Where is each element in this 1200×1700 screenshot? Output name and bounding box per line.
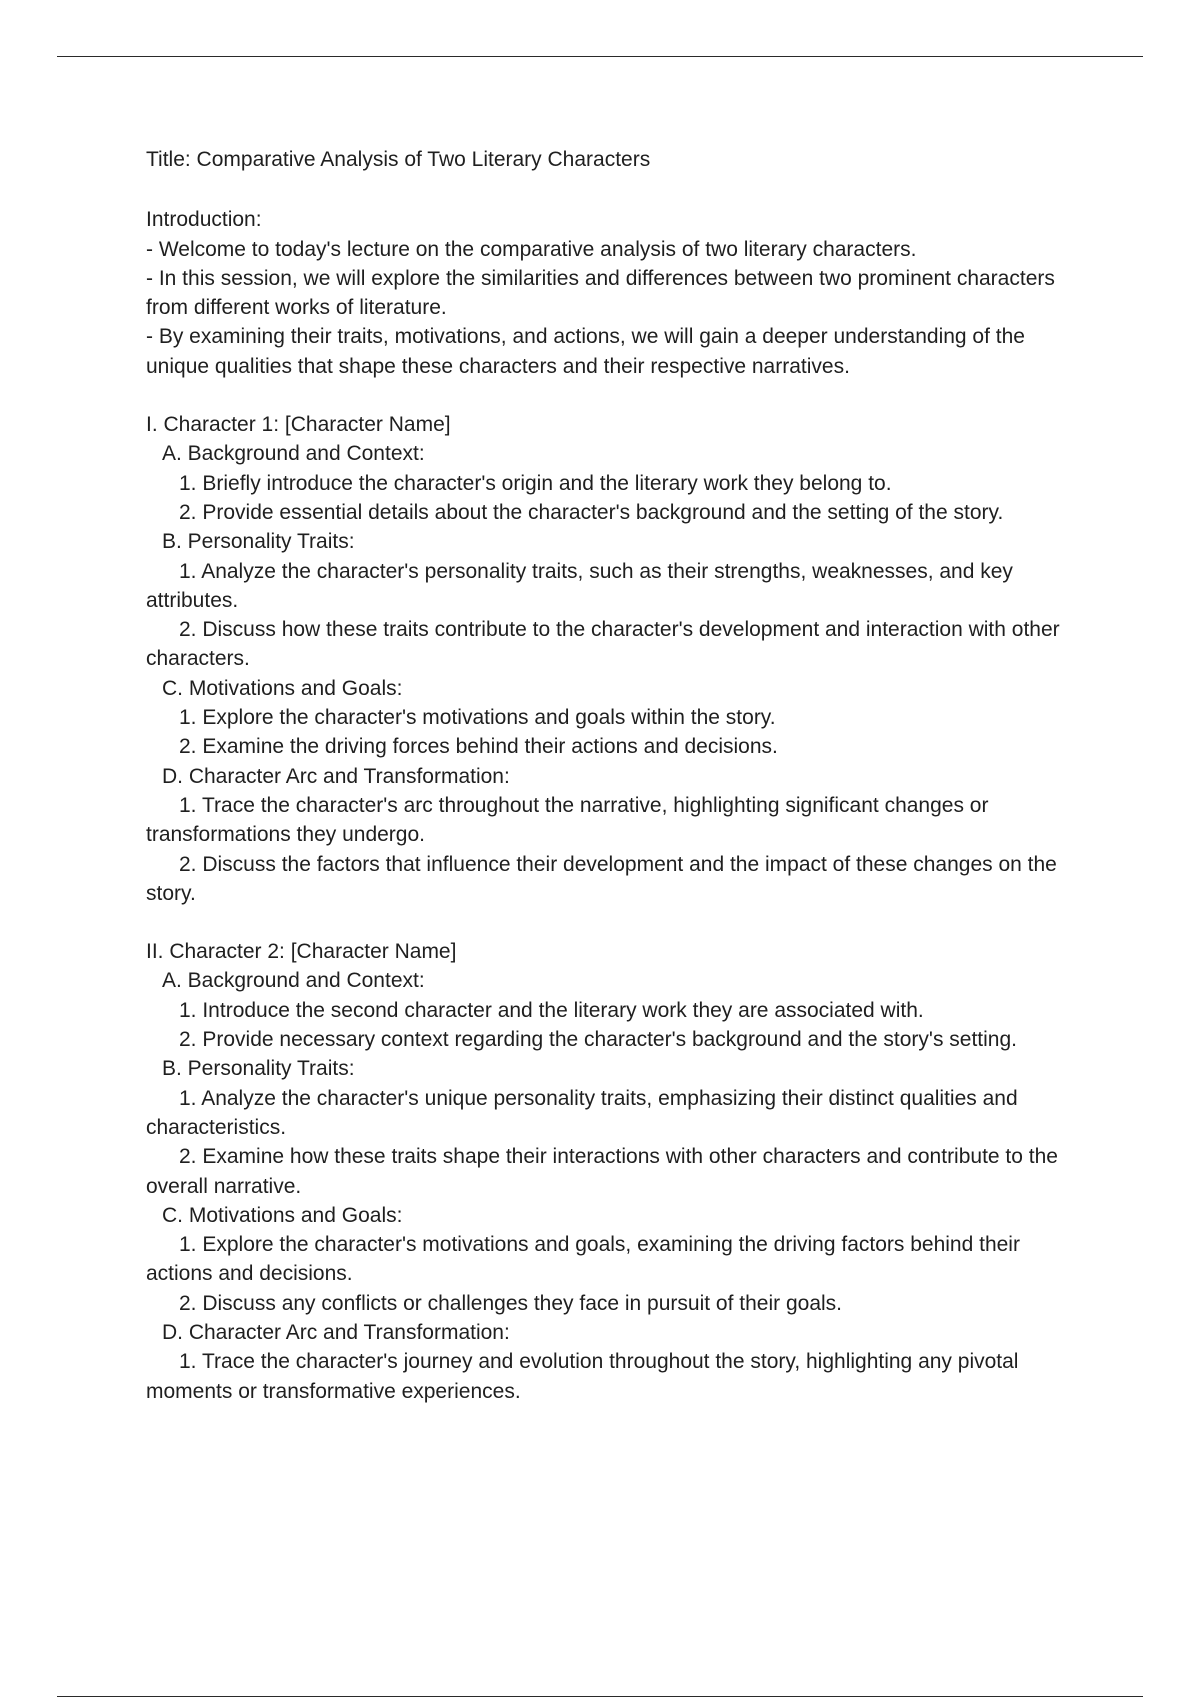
top-divider	[57, 56, 1143, 57]
spacer	[146, 908, 1086, 937]
list-item: 2. Discuss the factors that influence their development and the impact of these changes on the story.	[146, 852, 1063, 905]
list-item: 2. Examine how these traits shape their interactions with other characters and contribute to the overall narrative.	[146, 1145, 1064, 1198]
bottom-divider	[57, 1696, 1143, 1697]
list-item: 1. Introduce the second character and the literary work they are associated with.	[179, 998, 924, 1022]
subsection-heading: D. Character Arc and Transformation:	[162, 1320, 510, 1344]
list-item: 1. Explore the character's motivations and goals within the story.	[179, 706, 776, 730]
subsection-heading: B. Personality Traits:	[162, 1057, 355, 1081]
list-item: 1. Analyze the character's personality traits, such as their strengths, weaknesses, and key attributes.	[146, 559, 1019, 612]
subsection-heading: B. Personality Traits:	[162, 530, 355, 554]
subsection-heading: C. Motivations and Goals:	[162, 1203, 403, 1227]
introduction-heading: Introduction:	[146, 208, 262, 232]
introduction-bullet: - In this session, we will explore the similarities and differences between two prominent characters from different works of literature.	[146, 266, 1061, 320]
introduction-bullet: - By examining their traits, motivations, and actions, we will gain a deeper understanding of the unique qualities that shape these characters and their respective narratives.	[146, 325, 1031, 378]
subsection-heading: A. Background and Context:	[162, 442, 425, 466]
list-item: 1. Trace the character's arc throughout the narrative, highlighting significant changes or transformations they undergo.	[146, 793, 995, 847]
spacer	[146, 174, 1086, 205]
document-body	[146, 145, 1086, 1406]
list-item: 2. Discuss how these traits contribute to the character's development and interaction with other characters.	[146, 618, 1066, 671]
list-item: 2. Examine the driving forces behind their actions and decisions.	[179, 735, 778, 759]
spacer	[146, 381, 1086, 410]
list-item: 2. Provide essential details about the character's background and the setting of the story.	[179, 500, 1004, 524]
list-item: 1. Briefly introduce the character's origin and the literary work they belong to.	[179, 471, 892, 495]
subsection-heading: D. Character Arc and Transformation:	[162, 764, 510, 788]
subsection-heading: C. Motivations and Goals:	[162, 676, 403, 700]
section-heading: I. Character 1: [Character Name]	[146, 413, 451, 437]
list-item: 2. Discuss any conflicts or challenges they face in pursuit of their goals.	[179, 1291, 842, 1315]
list-item: 1. Explore the character's motivations and goals, examining the driving factors behind their actions and decisions.	[146, 1233, 1026, 1286]
subsection-heading: A. Background and Context:	[162, 969, 425, 993]
document-title: Title: Comparative Analysis of Two Literary Characters	[146, 148, 651, 171]
section-heading: II. Character 2: [Character Name]	[146, 940, 457, 964]
introduction-bullet: - Welcome to today's lecture on the comparative analysis of two literary characters.	[146, 237, 917, 261]
list-item: 1. Analyze the character's unique personality traits, emphasizing their distinct qualities and characteristics.	[146, 1086, 1024, 1139]
list-item: 1. Trace the character's journey and evolution throughout the story, highlighting any pivotal moments or transformative experiences.	[146, 1350, 1025, 1403]
list-item: 2. Provide necessary context regarding the character's background and the story's setting.	[179, 1028, 1017, 1052]
